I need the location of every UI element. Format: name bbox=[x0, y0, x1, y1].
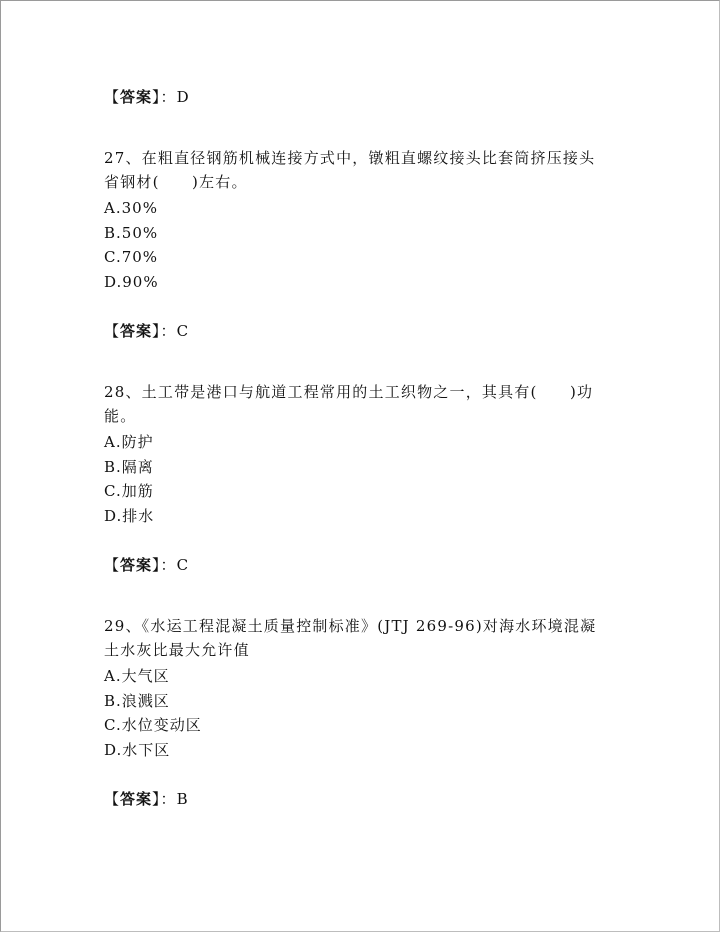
answer-value: B bbox=[176, 790, 189, 808]
answer-value: D bbox=[176, 88, 190, 106]
answer-bracket-open: 【 bbox=[104, 322, 121, 340]
answer-separator: ： bbox=[160, 790, 177, 808]
answer-line bbox=[104, 788, 604, 810]
option-d: D.90% bbox=[104, 272, 159, 291]
answer-label: 答案 bbox=[120, 556, 153, 574]
option-list bbox=[104, 664, 604, 762]
answer-bracket-close: 】 bbox=[152, 322, 161, 340]
answer-bracket-close: 】 bbox=[152, 556, 161, 574]
question-stem: 28、土工带是港口与航道工程常用的土工织物之一，其具有( )功能。 bbox=[104, 383, 594, 425]
option-b: B.50% bbox=[104, 223, 159, 242]
option-list bbox=[104, 430, 604, 528]
question-stem: 29、《水运工程混凝土质量控制标准》(JTJ 269-96)对海水环境混凝土水灰比最大允许值 bbox=[104, 617, 597, 659]
answer-value: C bbox=[176, 556, 190, 574]
option-list bbox=[104, 196, 604, 294]
answer-bracket-open: 【 bbox=[104, 88, 121, 106]
option-c: C.水位变动区 bbox=[104, 716, 202, 734]
question-29 bbox=[104, 614, 604, 810]
option-c: C.70% bbox=[104, 248, 159, 266]
answer-separator: ： bbox=[160, 322, 177, 340]
answer-label: 答案 bbox=[120, 88, 153, 106]
question-27 bbox=[104, 146, 604, 342]
option-a: A.防护 bbox=[104, 433, 154, 451]
option-b: B.浪溅区 bbox=[104, 691, 170, 710]
answer-line bbox=[104, 554, 604, 576]
answer-bracket-open: 【 bbox=[104, 556, 121, 574]
answer-line bbox=[104, 320, 604, 342]
question-stem: 27、在粗直径钢筋机械连接方式中，镦粗直螺纹接头比套筒挤压接头省钢材( )左右。 bbox=[104, 149, 596, 191]
answer-label: 答案 bbox=[120, 322, 153, 340]
answer-bracket-close: 】 bbox=[152, 88, 161, 106]
option-a: A.大气区 bbox=[104, 667, 170, 685]
option-d: D.排水 bbox=[104, 506, 155, 525]
option-b: B.隔离 bbox=[104, 457, 154, 476]
answer-bracket-close: 】 bbox=[152, 790, 161, 808]
answer-bracket-open: 【 bbox=[104, 790, 121, 808]
answer-line bbox=[104, 86, 604, 108]
answer-value: C bbox=[176, 322, 190, 340]
answer-separator: ： bbox=[160, 88, 177, 106]
answer-label: 答案 bbox=[120, 790, 153, 808]
question-28 bbox=[104, 380, 604, 576]
option-a: A.30% bbox=[104, 199, 158, 217]
option-c: C.加筋 bbox=[104, 482, 154, 500]
option-d: D.水下区 bbox=[104, 740, 171, 759]
document-content bbox=[104, 86, 604, 810]
answer-separator: ： bbox=[160, 556, 177, 574]
